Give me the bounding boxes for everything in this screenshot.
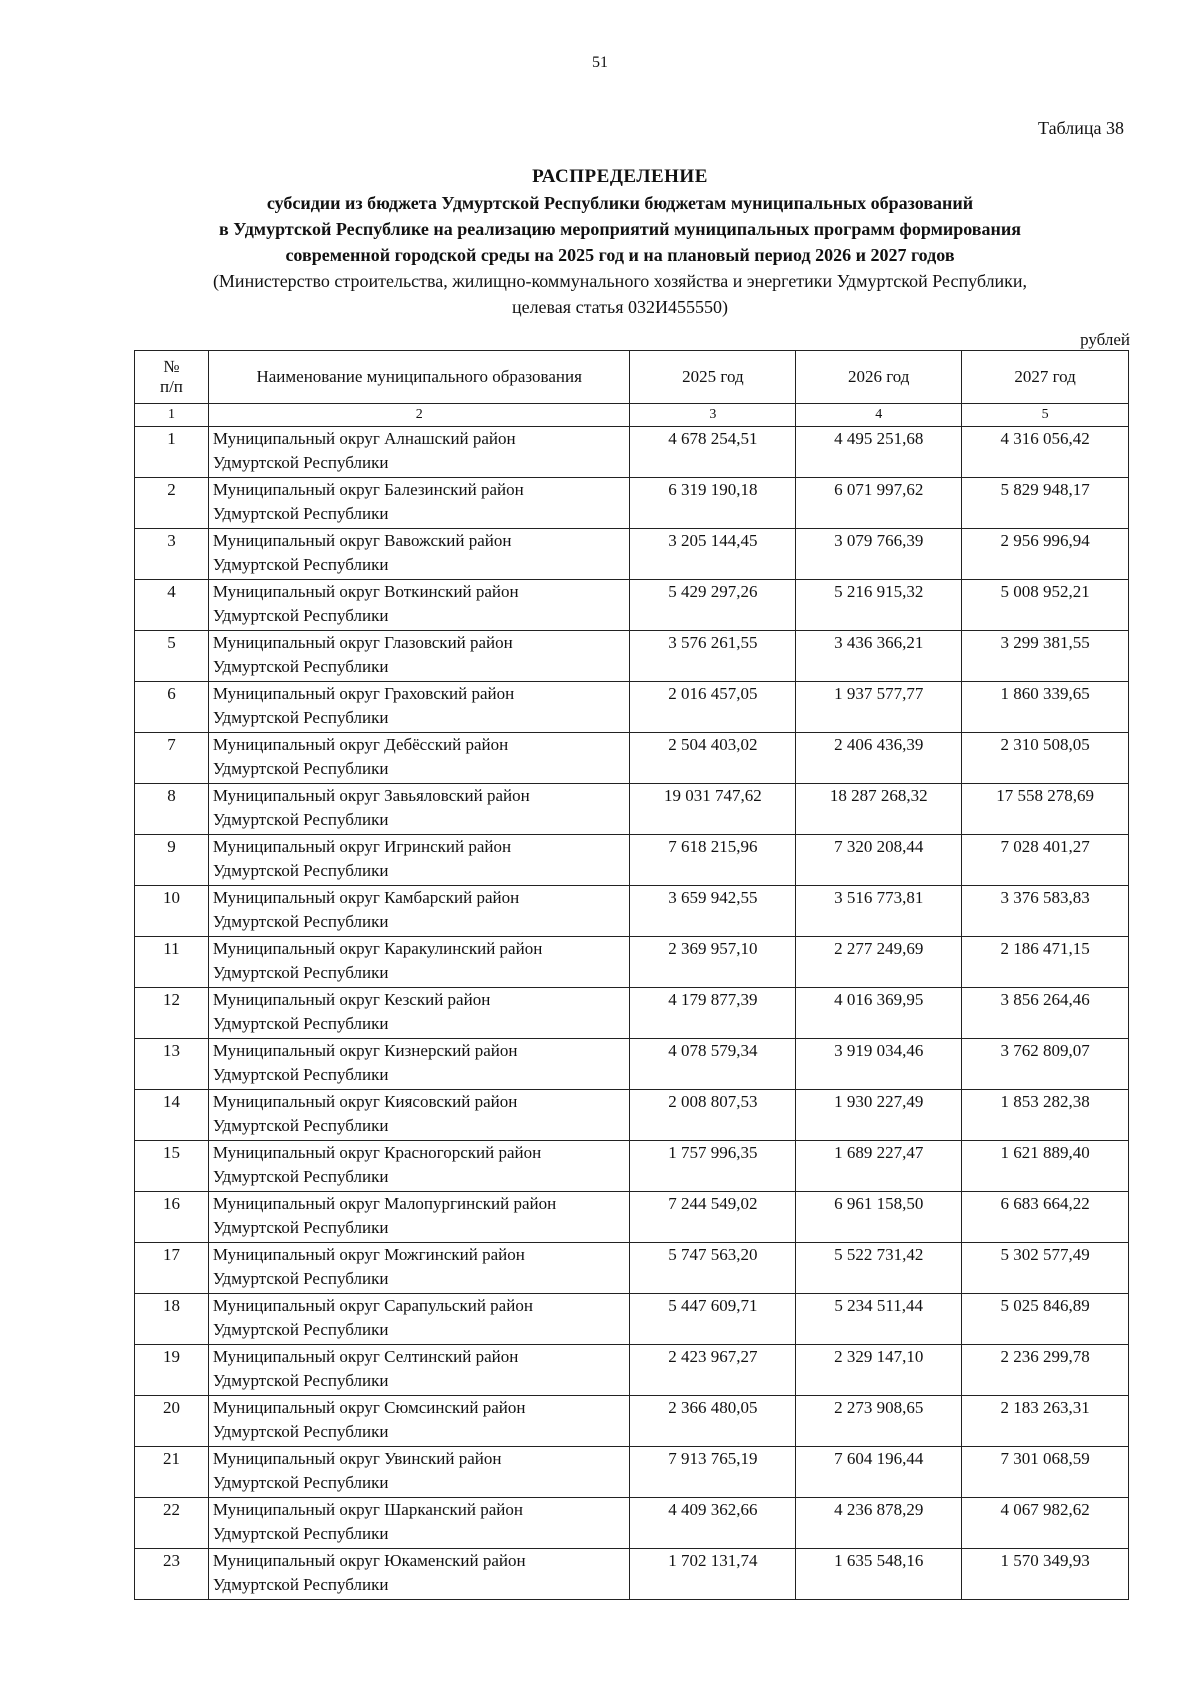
municipality-name-line-2: Удмуртской Республики [212, 1269, 389, 1288]
column-number: 3 [630, 404, 796, 427]
row-number: 15 [135, 1141, 209, 1192]
value-2027: 17 558 278,69 [962, 784, 1129, 835]
municipality-name-line-1: Муниципальный округ Селтинский район [212, 1347, 519, 1366]
municipality-name-line-2: Удмуртской Республики [212, 1116, 389, 1135]
value-2025: 4 678 254,51 [630, 427, 796, 478]
column-number: 5 [962, 404, 1129, 427]
table-row [135, 1039, 1129, 1090]
value-2025: 3 659 942,55 [630, 886, 796, 937]
municipality-name [208, 1090, 630, 1141]
table-row [135, 580, 1129, 631]
value-2026: 7 604 196,44 [796, 1447, 962, 1498]
value-2027: 3 299 381,55 [962, 631, 1129, 682]
value-2026: 1 937 577,77 [796, 682, 962, 733]
row-number: 21 [135, 1447, 209, 1498]
municipality-name [208, 1294, 630, 1345]
unit-label: рублей [1080, 330, 1130, 349]
value-2025: 7 913 765,19 [630, 1447, 796, 1498]
column-number-row [135, 404, 1129, 427]
municipality-name-line-1: Муниципальный округ Шарканский район [212, 1500, 523, 1519]
table-label: Таблица 38 [1038, 118, 1124, 138]
municipality-name-line-2: Удмуртской Республики [212, 1422, 389, 1441]
value-2027: 1 621 889,40 [962, 1141, 1129, 1192]
table-row [135, 478, 1129, 529]
municipality-name-line-2: Удмуртской Республики [212, 861, 389, 880]
municipality-name-line-2: Удмуртской Республики [212, 759, 389, 778]
municipality-name [208, 886, 630, 937]
municipality-name-line-1: Муниципальный округ Каракулинский район [212, 939, 543, 958]
row-number: 4 [135, 580, 209, 631]
page-number: 51 [592, 54, 608, 71]
column-number: 2 [208, 404, 630, 427]
municipality-name-line-2: Удмуртской Республики [212, 606, 389, 625]
value-2025: 2 016 457,05 [630, 682, 796, 733]
value-2025: 2 369 957,10 [630, 937, 796, 988]
municipality-name-line-2: Удмуртской Республики [212, 1473, 389, 1492]
value-2027: 5 829 948,17 [962, 478, 1129, 529]
header-number-sign: № [163, 357, 180, 376]
table-header-row [135, 351, 1129, 404]
row-number: 5 [135, 631, 209, 682]
table-row [135, 529, 1129, 580]
header-number [135, 351, 209, 404]
municipality-name [208, 478, 630, 529]
value-2026: 3 079 766,39 [796, 529, 962, 580]
table-row [135, 886, 1129, 937]
value-2026: 3 436 366,21 [796, 631, 962, 682]
municipality-name-line-1: Муниципальный округ Дебёсский район [212, 735, 509, 754]
row-number: 22 [135, 1498, 209, 1549]
table-row [135, 835, 1129, 886]
table-row [135, 1549, 1129, 1600]
header-number-pp: п/п [159, 377, 183, 396]
municipality-name [208, 988, 630, 1039]
value-2025: 6 319 190,18 [630, 478, 796, 529]
value-2025: 1 757 996,35 [630, 1141, 796, 1192]
header-2025: 2025 год [630, 351, 796, 404]
value-2027: 2 310 508,05 [962, 733, 1129, 784]
value-2026: 4 495 251,68 [796, 427, 962, 478]
value-2026: 5 234 511,44 [796, 1294, 962, 1345]
value-2027: 2 956 996,94 [962, 529, 1129, 580]
municipality-name [208, 1141, 630, 1192]
value-2026: 3 919 034,46 [796, 1039, 962, 1090]
municipality-name [208, 1192, 630, 1243]
value-2025: 7 244 549,02 [630, 1192, 796, 1243]
value-2027: 3 762 809,07 [962, 1039, 1129, 1090]
municipality-name-line-2: Удмуртской Республики [212, 1014, 389, 1033]
value-2026: 1 635 548,16 [796, 1549, 962, 1600]
value-2025: 4 179 877,39 [630, 988, 796, 1039]
table-row [135, 1396, 1129, 1447]
row-number: 12 [135, 988, 209, 1039]
municipality-name-line-1: Муниципальный округ Киясовский район [212, 1092, 518, 1111]
municipality-name-line-1: Муниципальный округ Игринский район [212, 837, 512, 856]
value-2027: 5 008 952,21 [962, 580, 1129, 631]
value-2026: 2 329 147,10 [796, 1345, 962, 1396]
value-2025: 19 031 747,62 [630, 784, 796, 835]
municipality-name-line-1: Муниципальный округ Можгинский район [212, 1245, 525, 1264]
row-number: 14 [135, 1090, 209, 1141]
municipality-name-line-1: Муниципальный округ Алнашский район [212, 429, 516, 448]
municipality-name [208, 1345, 630, 1396]
municipality-name-line-2: Удмуртской Республики [212, 1524, 389, 1543]
municipality-name-line-1: Муниципальный округ Камбарский район [212, 888, 520, 907]
municipality-name-line-2: Удмуртской Республики [212, 1320, 389, 1339]
document-heading [120, 164, 1120, 320]
value-2025: 5 747 563,20 [630, 1243, 796, 1294]
value-2026: 2 273 908,65 [796, 1396, 962, 1447]
value-2026: 2 406 436,39 [796, 733, 962, 784]
value-2025: 5 447 609,71 [630, 1294, 796, 1345]
value-2025: 3 576 261,55 [630, 631, 796, 682]
heading-title: РАСПРЕДЕЛЕНИЕ [532, 166, 708, 187]
municipality-name-line-1: Муниципальный округ Юкаменский район [212, 1551, 526, 1570]
value-2026: 2 277 249,69 [796, 937, 962, 988]
row-number: 20 [135, 1396, 209, 1447]
value-2026: 5 216 915,32 [796, 580, 962, 631]
table-row [135, 682, 1129, 733]
row-number: 16 [135, 1192, 209, 1243]
value-2026: 1 689 227,47 [796, 1141, 962, 1192]
header-name: Наименование муниципального образования [208, 351, 630, 404]
value-2027: 3 376 583,83 [962, 886, 1129, 937]
heading-line-1: субсидии из бюджета Удмуртской Республики бюджетам муниципальных образований [266, 193, 974, 213]
value-2026: 4 016 369,95 [796, 988, 962, 1039]
value-2027: 2 236 299,78 [962, 1345, 1129, 1396]
value-2026: 6 961 158,50 [796, 1192, 962, 1243]
municipality-name-line-1: Муниципальный округ Граховский район [212, 684, 515, 703]
value-2027: 4 067 982,62 [962, 1498, 1129, 1549]
value-2026: 4 236 878,29 [796, 1498, 962, 1549]
value-2027: 5 025 846,89 [962, 1294, 1129, 1345]
municipality-name-line-1: Муниципальный округ Вавожский район [212, 531, 512, 550]
distribution-table [134, 350, 1129, 1600]
value-2025: 1 702 131,74 [630, 1549, 796, 1600]
heading-line-3: современной городской среды на 2025 год и на плановый период 2026 и 2027 годов [285, 245, 955, 265]
value-2027: 7 301 068,59 [962, 1447, 1129, 1498]
table-row [135, 784, 1129, 835]
municipality-name-line-1: Муниципальный округ Кизнерский район [212, 1041, 518, 1060]
municipality-name-line-2: Удмуртской Республики [212, 912, 389, 931]
value-2026: 5 522 731,42 [796, 1243, 962, 1294]
municipality-name [208, 427, 630, 478]
municipality-name-line-1: Муниципальный округ Воткинский район [212, 582, 519, 601]
municipality-name-line-1: Муниципальный округ Малопургинский район [212, 1194, 557, 1213]
municipality-name [208, 835, 630, 886]
row-number: 1 [135, 427, 209, 478]
municipality-name-line-2: Удмуртской Республики [212, 963, 389, 982]
value-2025: 2 366 480,05 [630, 1396, 796, 1447]
municipality-name [208, 529, 630, 580]
municipality-name-line-2: Удмуртской Республики [212, 657, 389, 676]
value-2027: 2 183 263,31 [962, 1396, 1129, 1447]
row-number: 18 [135, 1294, 209, 1345]
table-row [135, 988, 1129, 1039]
row-number: 9 [135, 835, 209, 886]
municipality-name [208, 1447, 630, 1498]
value-2027: 6 683 664,22 [962, 1192, 1129, 1243]
municipality-name-line-1: Муниципальный округ Кезский район [212, 990, 491, 1009]
heading-line-2: в Удмуртской Республике на реализацию мероприятий муниципальных программ формирования [219, 219, 1021, 239]
municipality-name [208, 631, 630, 682]
municipality-name-line-1: Муниципальный округ Красногорский район [212, 1143, 542, 1162]
row-number: 2 [135, 478, 209, 529]
municipality-name-line-2: Удмуртской Республики [212, 555, 389, 574]
value-2027: 5 302 577,49 [962, 1243, 1129, 1294]
municipality-name [208, 733, 630, 784]
value-2026: 7 320 208,44 [796, 835, 962, 886]
row-number: 11 [135, 937, 209, 988]
municipality-name-line-2: Удмуртской Республики [212, 708, 389, 727]
value-2025: 2 504 403,02 [630, 733, 796, 784]
municipality-name-line-2: Удмуртской Республики [212, 453, 389, 472]
table-row [135, 1141, 1129, 1192]
table-row [135, 1447, 1129, 1498]
municipality-name [208, 1498, 630, 1549]
row-number: 13 [135, 1039, 209, 1090]
municipality-name-line-1: Муниципальный округ Балезинский район [212, 480, 524, 499]
municipality-name-line-2: Удмуртской Республики [212, 1065, 389, 1084]
value-2027: 7 028 401,27 [962, 835, 1129, 886]
column-number: 4 [796, 404, 962, 427]
value-2025: 4 078 579,34 [630, 1039, 796, 1090]
municipality-name-line-2: Удмуртской Республики [212, 504, 389, 523]
header-2027: 2027 год [962, 351, 1129, 404]
value-2027: 1 853 282,38 [962, 1090, 1129, 1141]
value-2027: 4 316 056,42 [962, 427, 1129, 478]
heading-line-4: (Министерство строительства, жилищно-коммунального хозяйства и энергетики Удмуртской Республики, [212, 271, 1028, 291]
municipality-name [208, 1396, 630, 1447]
row-number: 7 [135, 733, 209, 784]
table-row [135, 1090, 1129, 1141]
table-row [135, 937, 1129, 988]
value-2025: 5 429 297,26 [630, 580, 796, 631]
value-2025: 4 409 362,66 [630, 1498, 796, 1549]
value-2026: 1 930 227,49 [796, 1090, 962, 1141]
municipality-name-line-2: Удмуртской Республики [212, 1575, 389, 1594]
municipality-name-line-2: Удмуртской Республики [212, 1167, 389, 1186]
row-number: 23 [135, 1549, 209, 1600]
value-2025: 3 205 144,45 [630, 529, 796, 580]
value-2026: 18 287 268,32 [796, 784, 962, 835]
value-2025: 2 008 807,53 [630, 1090, 796, 1141]
row-number: 3 [135, 529, 209, 580]
row-number: 19 [135, 1345, 209, 1396]
row-number: 17 [135, 1243, 209, 1294]
municipality-name-line-1: Муниципальный округ Увинский район [212, 1449, 502, 1468]
value-2027: 2 186 471,15 [962, 937, 1129, 988]
header-2026: 2026 год [796, 351, 962, 404]
row-number: 8 [135, 784, 209, 835]
table-row [135, 1498, 1129, 1549]
row-number: 6 [135, 682, 209, 733]
municipality-name-line-1: Муниципальный округ Глазовский район [212, 633, 513, 652]
table-row [135, 1192, 1129, 1243]
municipality-name [208, 580, 630, 631]
column-number: 1 [135, 404, 209, 427]
municipality-name [208, 937, 630, 988]
municipality-name [208, 784, 630, 835]
heading-line-5: целевая статья 032И455550) [511, 297, 729, 317]
value-2027: 3 856 264,46 [962, 988, 1129, 1039]
municipality-name-line-2: Удмуртской Республики [212, 810, 389, 829]
municipality-name-line-1: Муниципальный округ Сарапульский район [212, 1296, 533, 1315]
municipality-name-line-1: Муниципальный округ Завьяловский район [212, 786, 530, 805]
municipality-name [208, 1243, 630, 1294]
table-row [135, 631, 1129, 682]
table-row [135, 733, 1129, 784]
municipality-name [208, 1039, 630, 1090]
value-2026: 6 071 997,62 [796, 478, 962, 529]
value-2026: 3 516 773,81 [796, 886, 962, 937]
municipality-name [208, 682, 630, 733]
value-2027: 1 570 349,93 [962, 1549, 1129, 1600]
table-row [135, 1294, 1129, 1345]
table-row [135, 1243, 1129, 1294]
municipality-name [208, 1549, 630, 1600]
municipality-name-line-2: Удмуртской Республики [212, 1218, 389, 1237]
value-2027: 1 860 339,65 [962, 682, 1129, 733]
value-2025: 7 618 215,96 [630, 835, 796, 886]
table-row [135, 1345, 1129, 1396]
municipality-name-line-1: Муниципальный округ Сюмсинский район [212, 1398, 526, 1417]
row-number: 10 [135, 886, 209, 937]
table-row [135, 427, 1129, 478]
municipality-name-line-2: Удмуртской Республики [212, 1371, 389, 1390]
value-2025: 2 423 967,27 [630, 1345, 796, 1396]
